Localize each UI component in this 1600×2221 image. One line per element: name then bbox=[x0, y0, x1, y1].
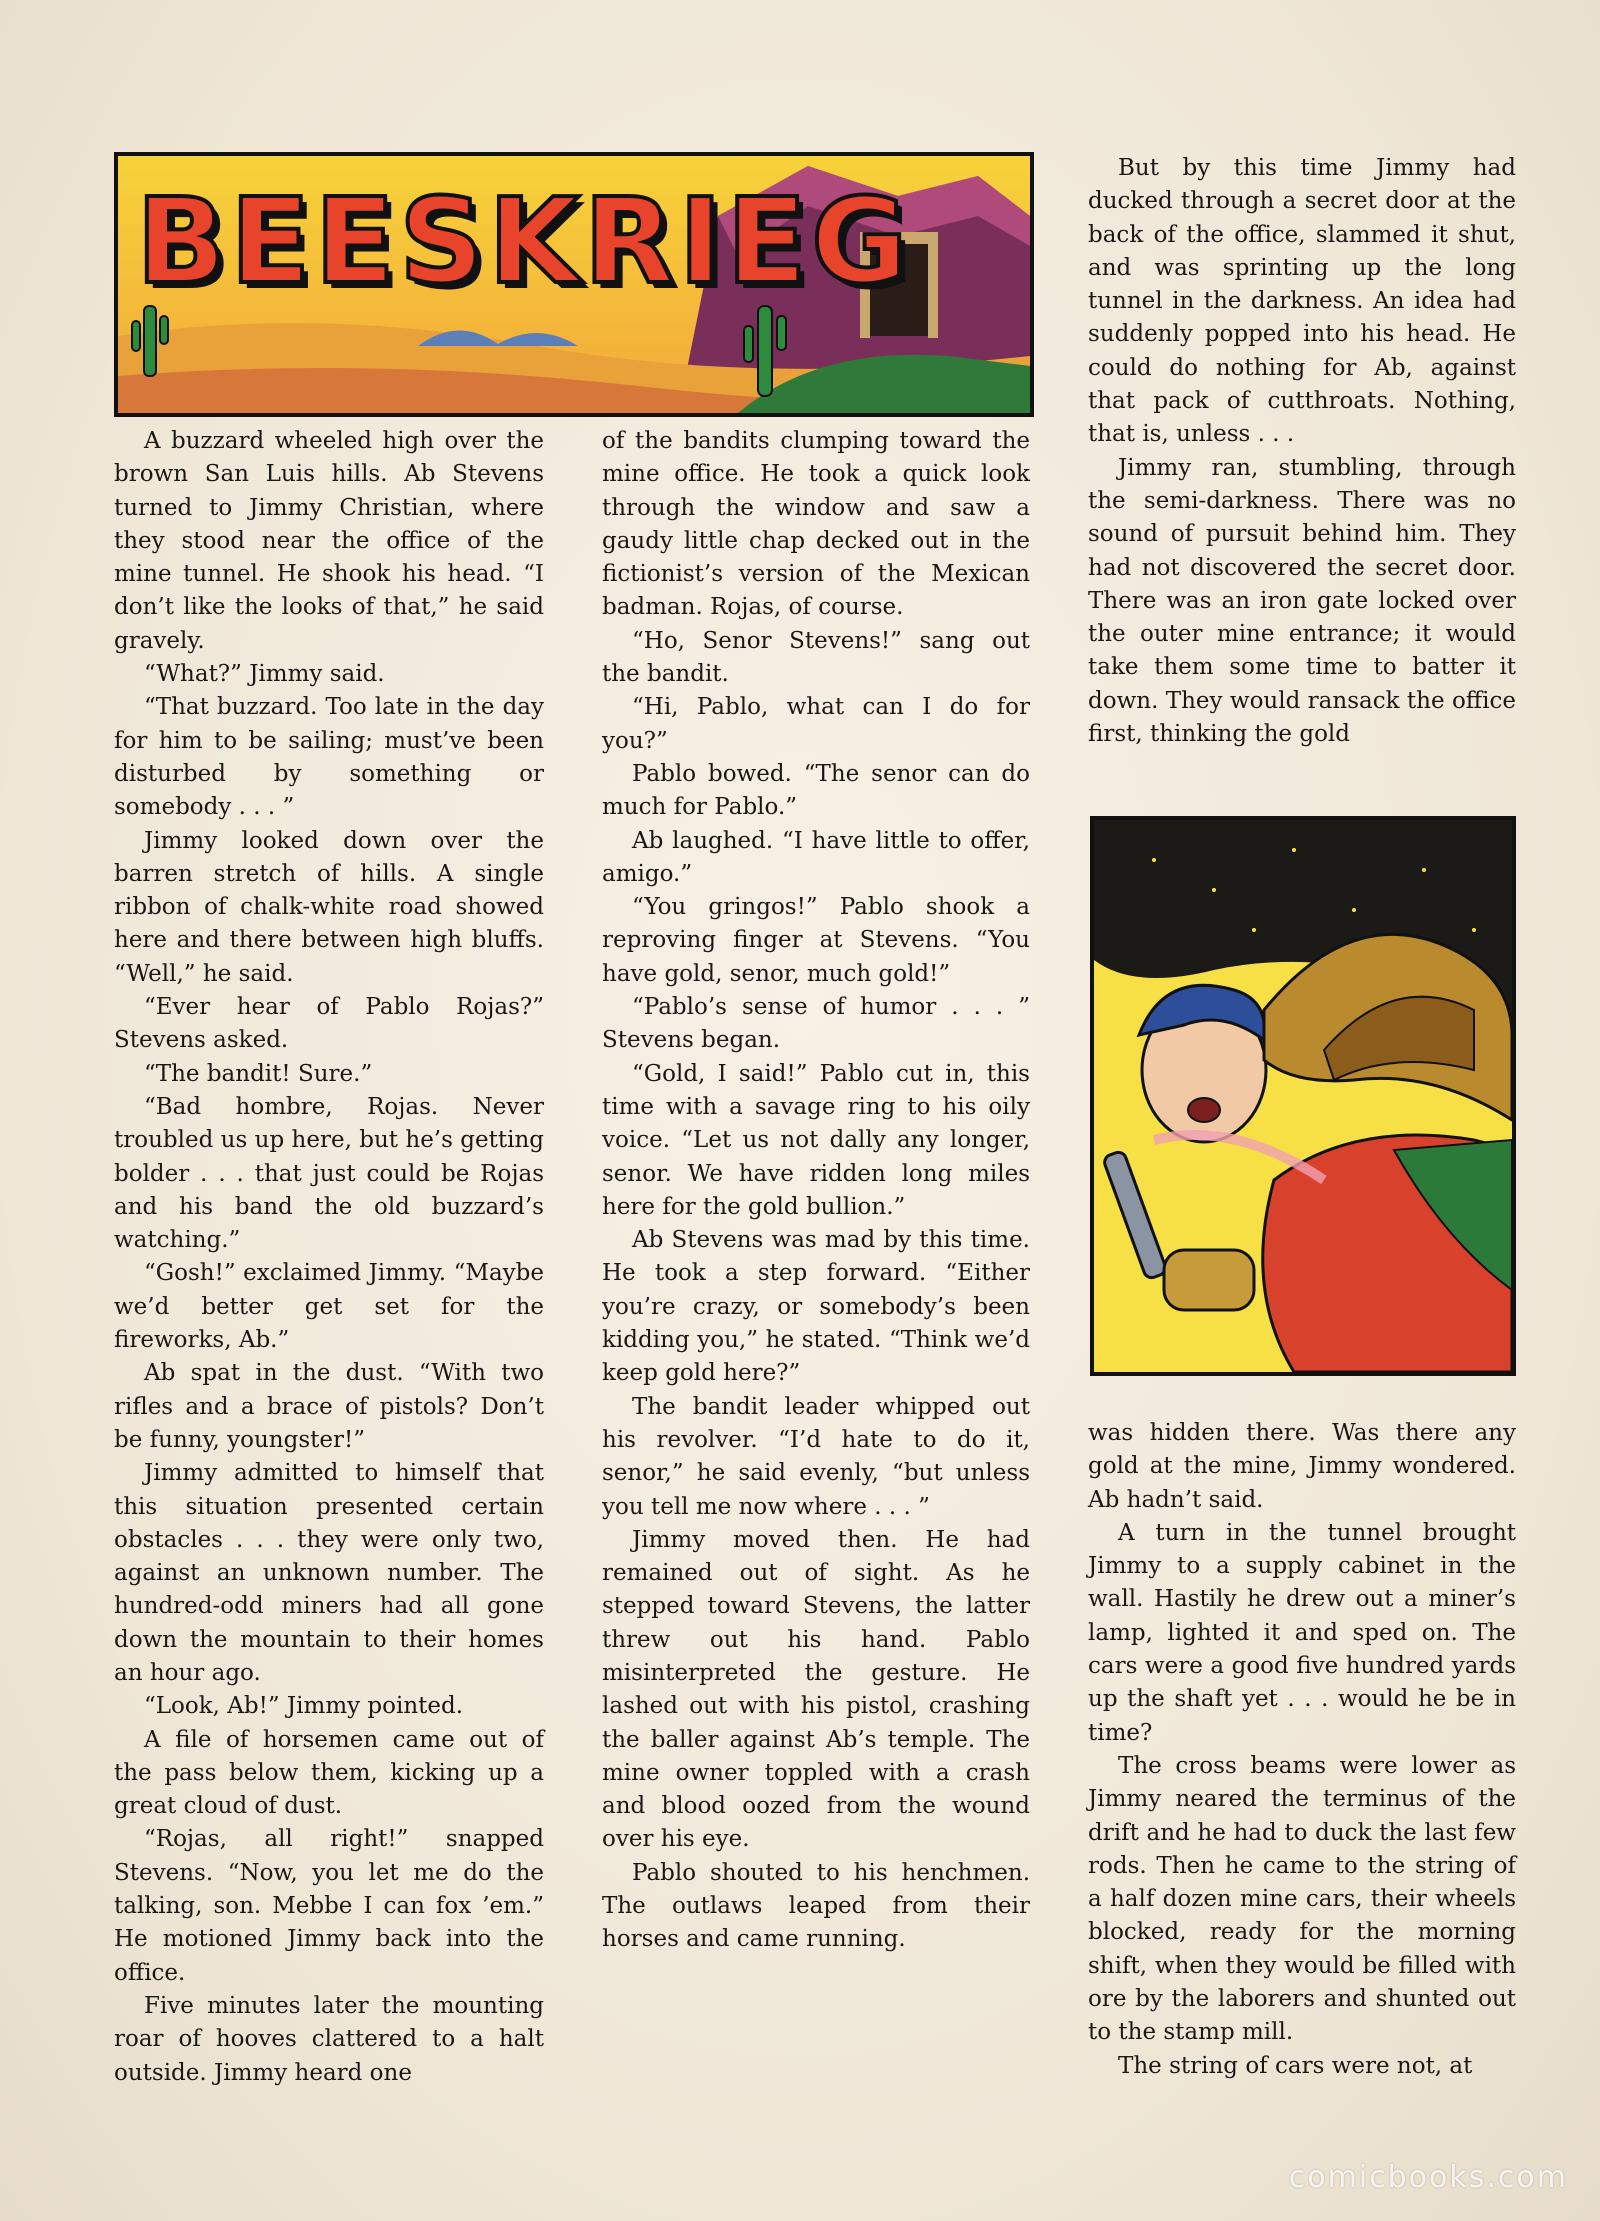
text-column-1 bbox=[114, 425, 544, 2090]
paragraph: “Pablo’s sense of humor . . . ” Stevens began. bbox=[602, 994, 1030, 1054]
bandit-illustration bbox=[1094, 820, 1512, 1372]
text-column-3-top bbox=[1088, 152, 1516, 751]
paragraph: Five minutes later the mounting roar of hooves clattered to a halt outside. Jimmy heard one bbox=[114, 1992, 544, 2086]
paragraph: “Gold, I said!” Pablo cut in, this time with a savage ring to his oily voice. “Let us not dally any longer, senor. We have ridden long miles here for the gold bullion.” bbox=[602, 1060, 1030, 1220]
paragraph: The cross beams were lower as Jimmy neared the terminus of the drift and he had to duck the last few rods. Then he came to the string of a half dozen mine cars, their wheels blocked, ready for the morning shift, when they would be filled with ore by the laborers and shunted out to the stamp mill. bbox=[1088, 1752, 1516, 2046]
site-watermark: comicbooks.com bbox=[1288, 2160, 1568, 2195]
paragraph: “That buzzard. Too late in the day for him to be sailing; must’ve been disturbed by something or somebody . . . ” bbox=[114, 694, 544, 821]
paragraph: “You gringos!” Pablo shook a reproving finger at Stevens. “You have gold, senor, much gold!” bbox=[602, 894, 1030, 987]
paragraph: Ab laughed. “I have little to offer, amigo.” bbox=[602, 827, 1030, 887]
paragraph: “Bad hombre, Rojas. Never troubled us up here, but he’s getting bolder . . . that just could be Rojas and his band the old buzzard’s watching.” bbox=[114, 1093, 544, 1254]
paragraph: Jimmy ran, stumbling, through the semi-darkness. There was no sound of pursuit behind him. They had not discovered the secret door. There was an iron gate locked over the outer mine entrance; it would take them some time to batter it down. They would ransack the office first, thinking the gold bbox=[1088, 454, 1516, 748]
story-title: BEESKRIEG bbox=[136, 172, 912, 310]
paragraph: Jimmy moved then. He had remained out of sight. As he stepped toward Stevens, the latter threw out his hand. Pablo misinterpreted the gesture. He lashed out with his pistol, crashing the baller against Ab’s temple. The mine owner toppled with a crash and blood oozed from the wound over his eye. bbox=[602, 1526, 1030, 1853]
paragraph: Pablo shouted to his henchmen. The outlaws leaped from their horses and came running. bbox=[602, 1859, 1030, 1953]
paragraph: But by this time Jimmy had ducked through a secret door at the back of the office, slammed it shut, and was sprinting up the long tunnel in the darkness. An idea had suddenly popped into his head. He could do nothing for Ab, against that pack of cutthroats. Nothing, that is, unless . . . bbox=[1088, 155, 1516, 448]
paragraph: The bandit leader whipped out his revolver. “I’d hate to do it, senor,” he said evenly, “but unless you tell me now where . . . ” bbox=[602, 1393, 1030, 1520]
paragraph: “Ever hear of Pablo Rojas?” Stevens asked. bbox=[114, 994, 544, 1054]
paragraph: Pablo bowed. “The senor can do much for Pablo.” bbox=[602, 760, 1030, 821]
paragraph: Jimmy admitted to himself that this situation presented certain obstacles . . . they were only two, against an unknown number. The hundred-odd miners had all gone down the mountain to their homes an hour ago. bbox=[114, 1460, 544, 1686]
paragraph: “Ho, Senor Stevens!” sang out the bandit. bbox=[602, 627, 1030, 688]
story-illustration bbox=[1090, 816, 1516, 1376]
paragraph: A buzzard wheeled high over the brown San Luis hills. Ab Stevens turned to Jimmy Christian, where they stood near the office of the mine tunnel. He shook his head. “I don’t like the looks of that,” he said gravely. bbox=[114, 428, 544, 654]
paragraph: A file of horsemen came out of the pass below them, kicking up a great cloud of dust. bbox=[114, 1726, 544, 1820]
paragraph: was hidden there. Was there any gold at the mine, Jimmy wondered. Ab hadn’t said. bbox=[1088, 1420, 1516, 1513]
paragraph: Ab Stevens was mad by this time. He took a step forward. “Either you’re crazy, or somebody’s been kidding you,” he stated. “Think we’d keep gold here?” bbox=[602, 1227, 1030, 1387]
paragraph: The string of cars were not, at bbox=[1118, 2052, 1473, 2079]
paragraph: A turn in the tunnel brought Jimmy to a supply cabinet in the wall. Hastily he drew out a miner’s lamp, lighted it and sped on. The cars were a good five hundred yards up the shaft yet . . . would he be in time? bbox=[1088, 1519, 1516, 1746]
paragraph: of the bandits clumping toward the mine office. He took a quick look through the window and saw a gaudy little chap decked out in the fictionist’s version of the Mexican badman. Rojas, of course. bbox=[602, 428, 1030, 621]
paragraph: Jimmy looked down over the barren stretch of hills. A single ribbon of chalk-white road showed here and there between high bluffs. “Well,” he said. bbox=[114, 827, 544, 987]
paragraph: Ab spat in the dust. “With two rifles and a brace of pistols? Don’t be funny, youngster!” bbox=[114, 1360, 544, 1453]
text-column-3-bottom bbox=[1088, 1417, 1516, 2083]
paragraph: “What?” Jimmy said. bbox=[144, 661, 385, 688]
paragraph: “Gosh!” exclaimed Jimmy. “Maybe we’d better get set for the fireworks, Ab.” bbox=[114, 1260, 544, 1354]
text-column-2 bbox=[602, 425, 1030, 1957]
paragraph: “Hi, Pablo, what can I do for you?” bbox=[602, 694, 1030, 754]
paragraph: “Look, Ab!” Jimmy pointed. bbox=[144, 1693, 464, 1720]
title-panel bbox=[114, 152, 1034, 417]
paragraph: “Rojas, all right!” snapped Stevens. “Now, you let me do the talking, son. Mebbe I can fox ’em.” He motioned Jimmy back into the office. bbox=[114, 1826, 544, 1986]
paragraph: “The bandit! Sure.” bbox=[144, 1060, 373, 1087]
